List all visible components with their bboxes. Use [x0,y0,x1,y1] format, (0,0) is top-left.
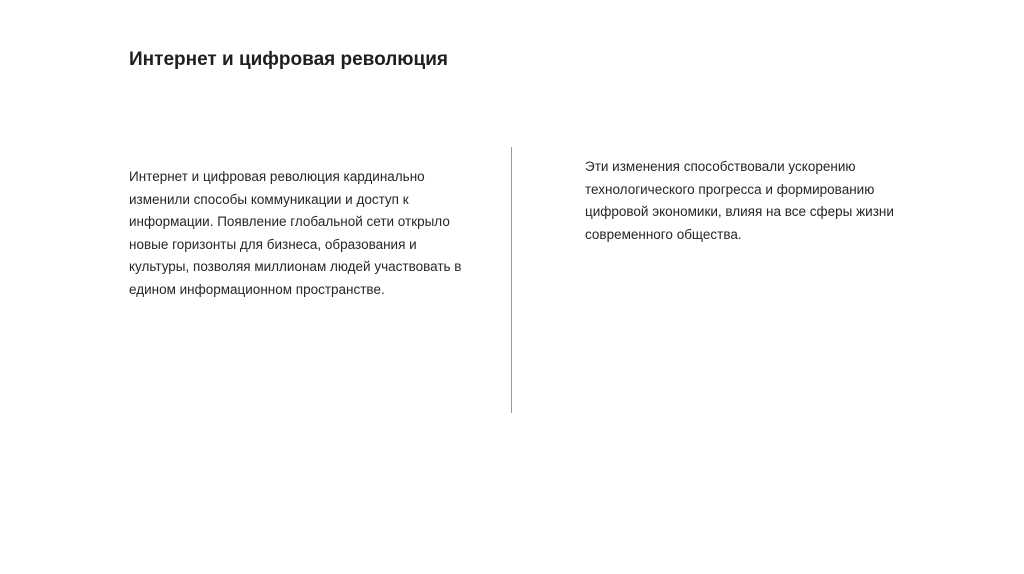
slide-title: Интернет и цифровая революция [129,49,448,70]
left-paragraph: Интернет и цифровая революция кардинально изменили способы коммуникации и доступ к информации. Появление глобальной сети открыло новые горизонты для бизнеса, образования и культуры, позволяя миллионам людей участвовать в едином информационном пространстве. [129,169,462,297]
right-paragraph: Эти изменения способствовали ускорению технологического прогресса и формированию цифровой экономики, влияя на все сферы жизни современного общества. [585,159,894,242]
column-divider [511,147,512,413]
